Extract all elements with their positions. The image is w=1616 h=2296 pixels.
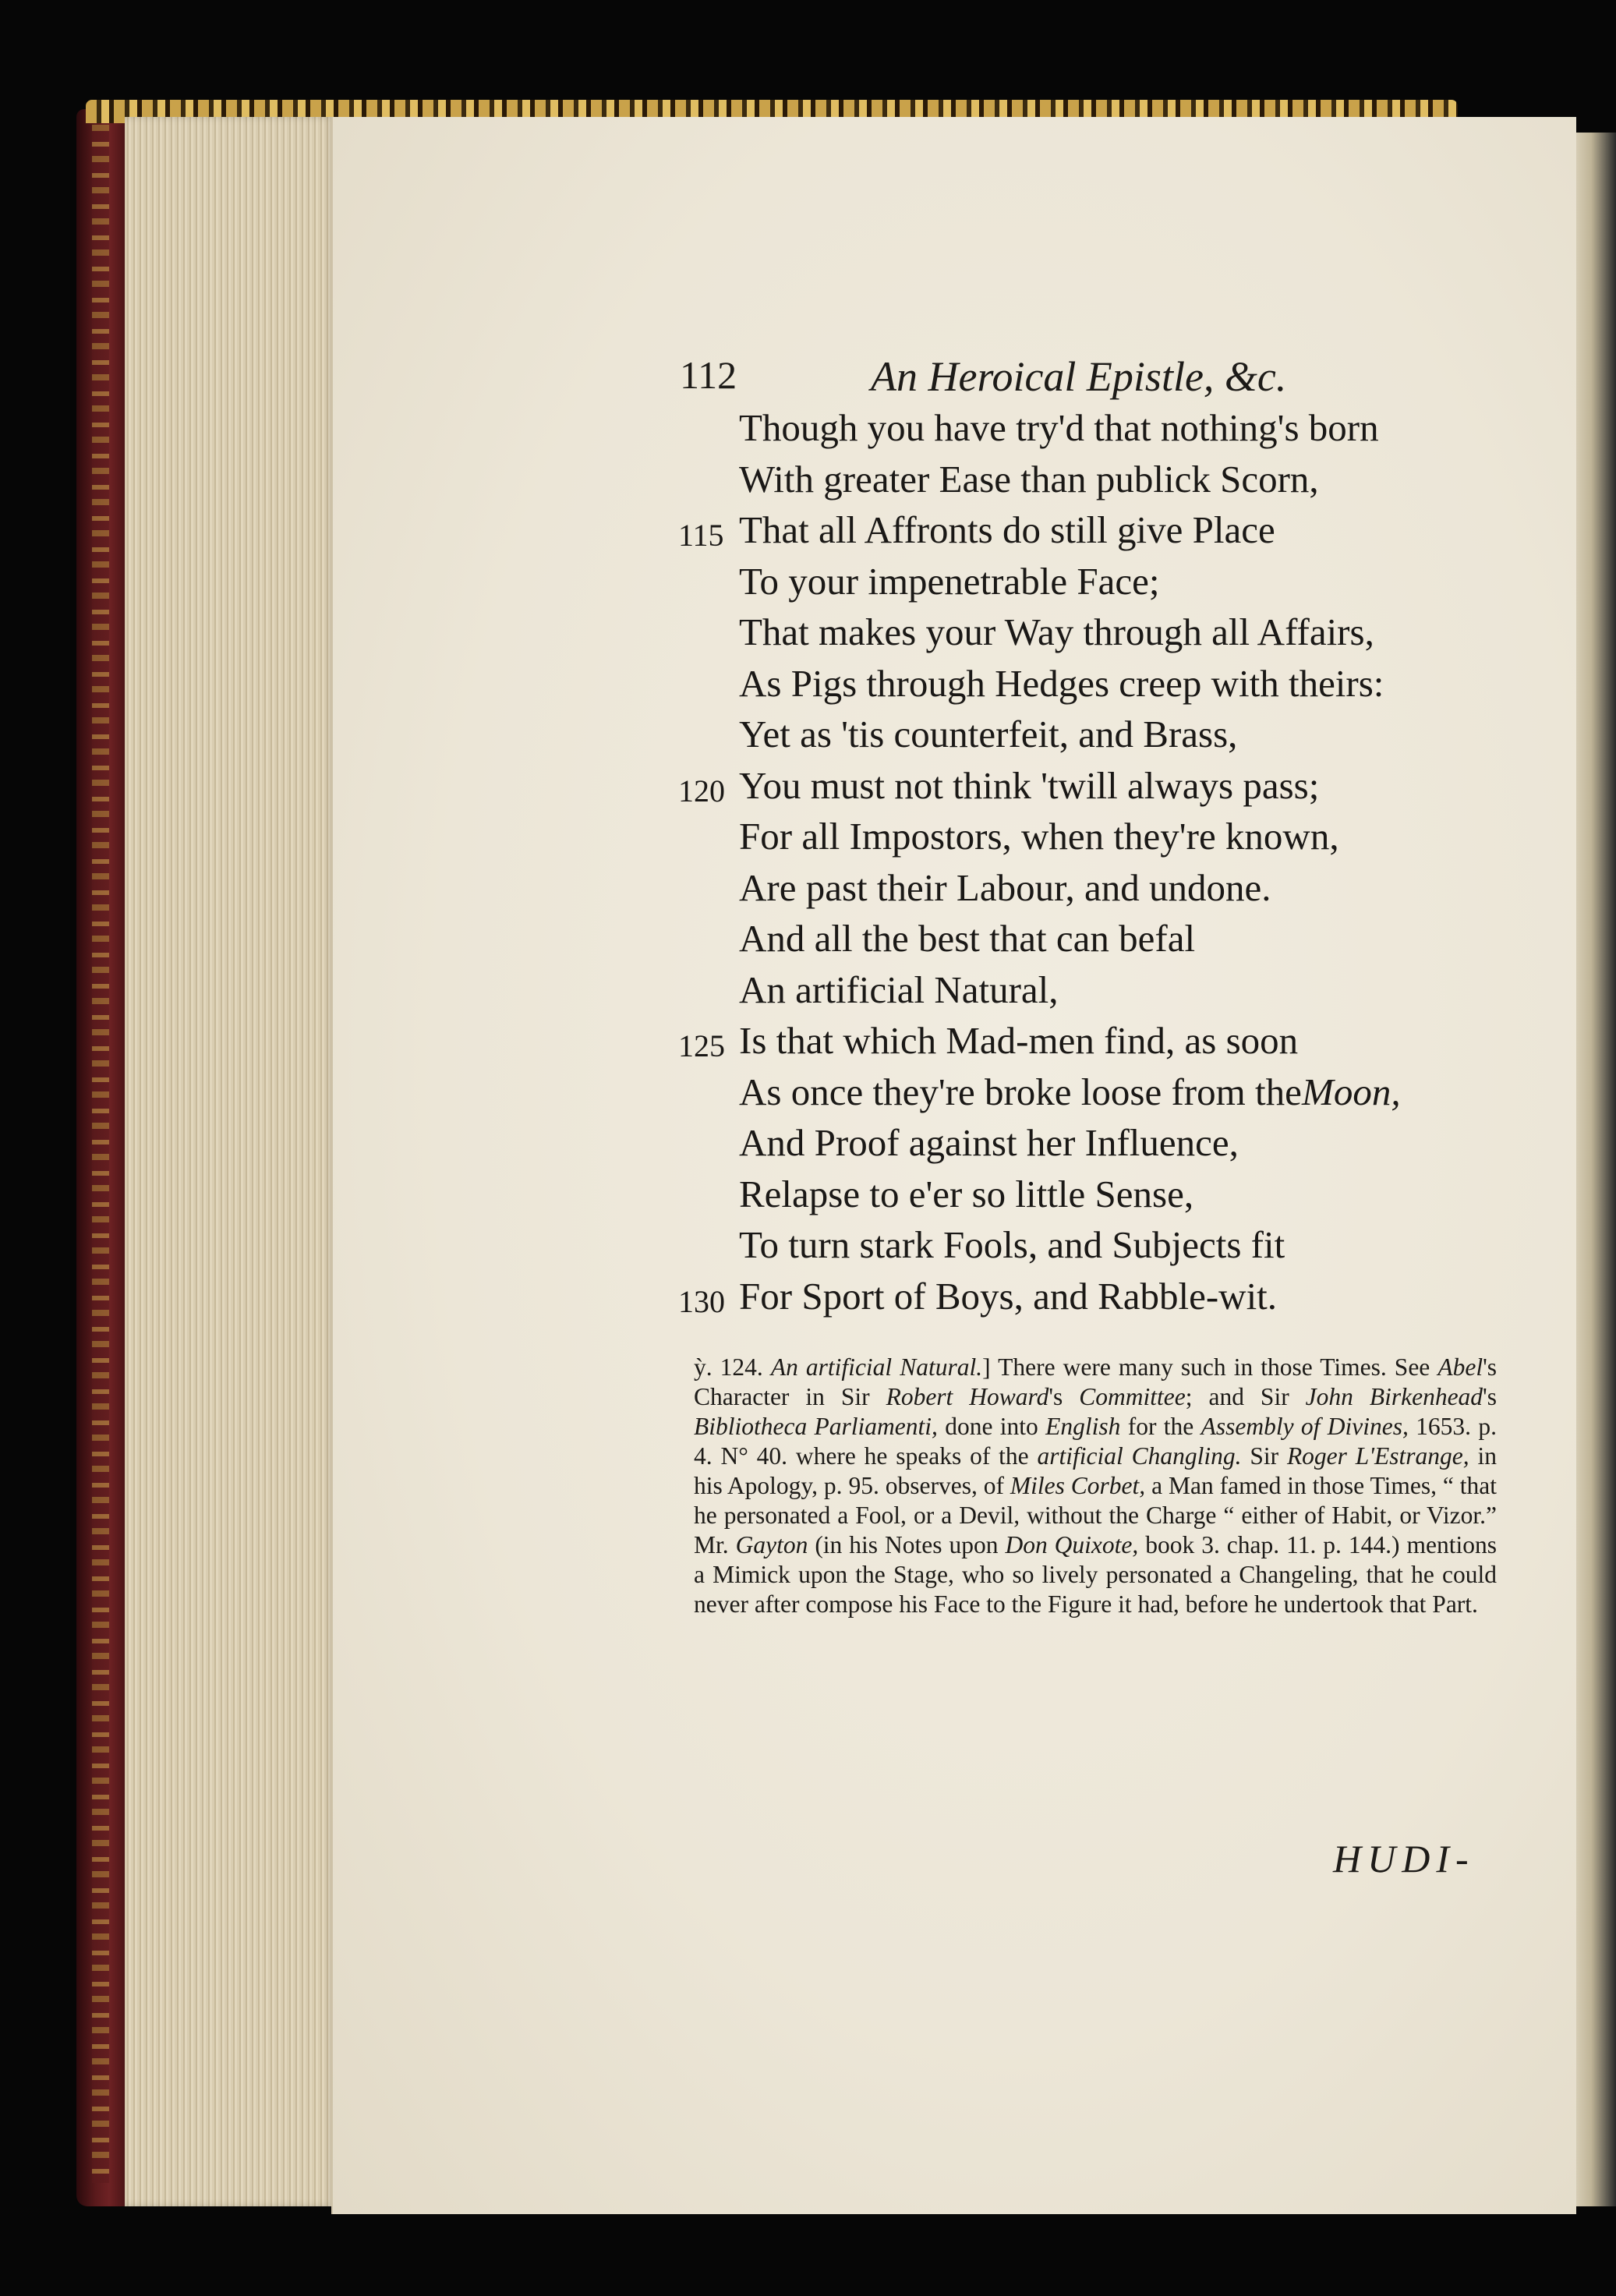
- line-text: Yet as 'tis counterfeit, and Brass,: [739, 713, 1238, 755]
- line-number: 115: [678, 518, 724, 553]
- line-text: To your impenetrable Face;: [739, 559, 1160, 603]
- line-text: Though you have try'd that nothing's born: [739, 406, 1379, 449]
- line-text: For Sport of Boys, and Rabble-wit.: [739, 1274, 1278, 1318]
- footnote-ref: ỳ. 124.: [694, 1353, 763, 1381]
- footnote-segment: ] There were many such in those Times. See: [982, 1353, 1438, 1381]
- footnote-segment: Bibliotheca Parliamenti,: [694, 1413, 938, 1440]
- facing-page-edge: [1575, 133, 1616, 2206]
- footnote-segment: in his Apology, p. 95. observes, of: [694, 1442, 1497, 1499]
- line-text: That all Affronts do still give Place: [739, 508, 1275, 551]
- line-text: That makes your Way through all Affairs,: [739, 610, 1374, 653]
- line-text: For all Impostors, when they're known,: [739, 815, 1339, 858]
- footnote-segment: ; and Sir: [1185, 1383, 1306, 1410]
- line-text: Is that which Mad-men find, as soon: [739, 1019, 1299, 1062]
- footnote-segment: John Birkenhead: [1305, 1383, 1483, 1410]
- footnote-segment: Miles Corbet,: [1010, 1472, 1146, 1499]
- footnote-segment: done into: [937, 1413, 1046, 1440]
- cover-gilt-tooling: [92, 125, 109, 2183]
- line-text: As Pigs through Hedges creep with theirs:: [739, 661, 1384, 705]
- line-text: And all the best that can befal: [739, 917, 1196, 960]
- line-italic: Moon,: [1302, 1070, 1401, 1113]
- line-text: With greater Ease than publick Scorn,: [739, 457, 1319, 501]
- line-text: To turn stark Fools, and Subjects fit: [739, 1223, 1285, 1266]
- running-head: An Heroical Epistle, &c.: [871, 353, 1287, 400]
- footnote-segment: artificial Changling.: [1037, 1442, 1242, 1470]
- footnote-segment: Assembly of Divines,: [1201, 1413, 1409, 1440]
- footnote-segment: 's: [1483, 1383, 1497, 1410]
- page-number: 112: [680, 353, 737, 397]
- footnote-segment: (in his Notes upon: [808, 1531, 1006, 1558]
- catchword: HUDI-: [1333, 1837, 1475, 1880]
- footnote-segment: 's: [1048, 1383, 1080, 1410]
- line-text: And Proof against her Influence,: [739, 1121, 1239, 1164]
- footnote-segment: 's Character in Sir: [694, 1353, 1498, 1410]
- footnote-segment: Don Quixote,: [1005, 1531, 1139, 1558]
- line-number: 130: [678, 1283, 725, 1319]
- page-edges-stack: [125, 117, 335, 2206]
- footnote-segment: Abel: [1437, 1353, 1483, 1381]
- line-text: As once they're broke loose from the: [739, 1070, 1302, 1113]
- line-text: An artificial Natural,: [739, 968, 1059, 1011]
- line-number: 125: [678, 1028, 725, 1063]
- line-number: 120: [678, 773, 725, 808]
- line-text: You must not think 'twill always pass;: [739, 763, 1320, 807]
- footnote-segment: English: [1045, 1413, 1121, 1440]
- line-text: Relapse to e'er so little Sense,: [739, 1172, 1194, 1215]
- footnote-segment: for the: [1120, 1413, 1201, 1440]
- footnote-segment: Roger L'Estrange,: [1286, 1442, 1469, 1470]
- footnote-segment: Sir: [1241, 1442, 1287, 1470]
- footnote-segment: Robert Howard: [886, 1383, 1049, 1410]
- page-header: [680, 352, 1459, 407]
- footnote-segment: book 3. chap. 11. p. 144.) mentions a Mimick upon the Stage, who so lively personated a Changeling, that he could never after compose his Face to the Figure it had, before he undertook that Part.: [694, 1531, 1497, 1618]
- line-text: Are past their Labour, and undone.: [739, 865, 1271, 909]
- footnote-segment: a Man famed in those Times, “ that he personated a Fool, or a Devil, without the Charge “ either of Habit, or Vizor.” Mr.: [694, 1472, 1497, 1558]
- footnote: [694, 1353, 1497, 1619]
- footnote-segment: Gayton: [735, 1531, 808, 1558]
- footnote-lemma: An artificial Natural.: [770, 1353, 983, 1381]
- footnote-segment: Committee: [1079, 1383, 1186, 1410]
- footnote-segment: 1653. p. 4. N° 40. where he speaks of the: [694, 1413, 1497, 1470]
